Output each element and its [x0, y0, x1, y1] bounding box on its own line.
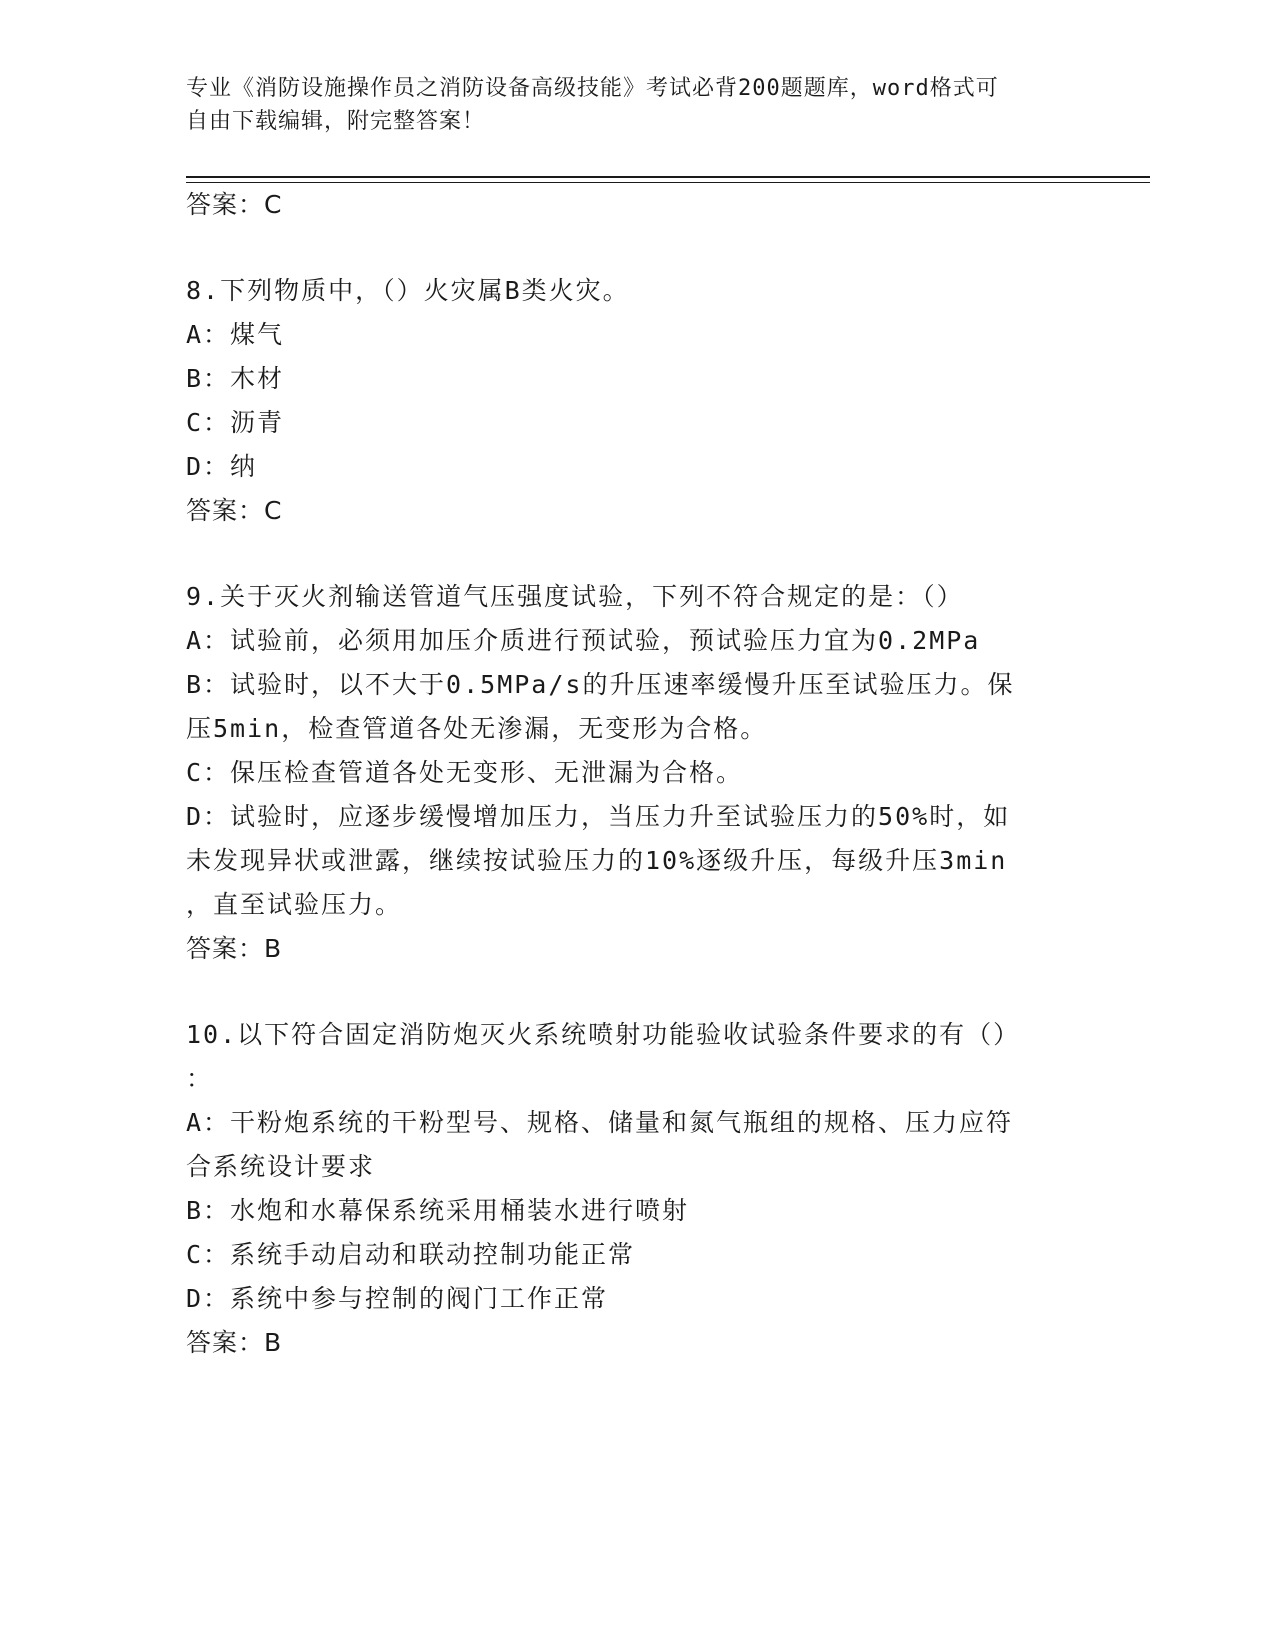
question-8-stem: 8.下列物质中，（）火灾属B类火灾。 — [186, 276, 630, 305]
question-8-option-c: C：沥青 — [186, 408, 285, 437]
question-9-option-d-line-2: 未发现异状或泄露，继续按试验压力的10%逐级升压，每级升压3min — [186, 846, 1008, 875]
document-header — [186, 72, 1066, 138]
question-10-answer: 答案：B — [186, 1328, 283, 1357]
question-9-option-b-line-1: B：试验时，以不大于0.5MPa/s的升压速率缓慢升压至试验压力。保 — [186, 670, 1015, 699]
header-rule-thick — [186, 176, 1150, 178]
header-line-2: 自由下载编辑，附完整答案！ — [186, 109, 486, 134]
question-9-option-a: A：试验前，必须用加压介质进行预试验，预试验压力宜为0.2MPa — [186, 626, 981, 655]
question-8-option-d: D：纳 — [186, 452, 258, 481]
question-9-option-d-line-3: ，直至试验压力。 — [186, 890, 403, 919]
question-10-option-b: B：水炮和水幕保系统采用桶装水进行喷射 — [186, 1196, 690, 1225]
question-9-answer: 答案：B — [186, 934, 283, 963]
question-10-option-d: D：系统中参与控制的阀门工作正常 — [186, 1284, 609, 1313]
header-rule-thin — [186, 182, 1150, 183]
question-9-stem: 9.关于灭火剂输送管道气压强度试验，下列不符合规定的是：（） — [186, 582, 964, 611]
question-10-option-c: C：系统手动启动和联动控制功能正常 — [186, 1240, 636, 1269]
question-9-option-d-line-1: D：试验时，应逐步缓慢增加压力，当压力升至试验压力的50%时，如 — [186, 802, 1011, 831]
question-9-option-c: C：保压检查管道各处无变形、无泄漏为合格。 — [186, 758, 744, 787]
question-10-stem-line-2: ： — [186, 1064, 214, 1093]
question-10-stem-line-1: 10.以下符合固定消防炮灭火系统喷射功能验收试验条件要求的有（） — [186, 1020, 1021, 1049]
question-8-option-b: B：木材 — [186, 364, 285, 393]
question-8-option-a: A：煤气 — [186, 320, 285, 349]
header-line-1: 专业《消防设施操作员之消防设备高级技能》考试必背200题题库，word格式可 — [186, 76, 999, 101]
question-8-answer: 答案：C — [186, 496, 283, 525]
question-10-option-a-line-1: A：干粉炮系统的干粉型号、规格、储量和氮气瓶组的规格、压力应符 — [186, 1108, 1014, 1137]
question-9-option-b-line-2: 压5min，检查管道各处无渗漏，无变形为合格。 — [186, 714, 768, 743]
answer-line: 答案：C — [186, 190, 283, 219]
question-10-option-a-line-2: 合系统设计要求 — [186, 1152, 376, 1181]
